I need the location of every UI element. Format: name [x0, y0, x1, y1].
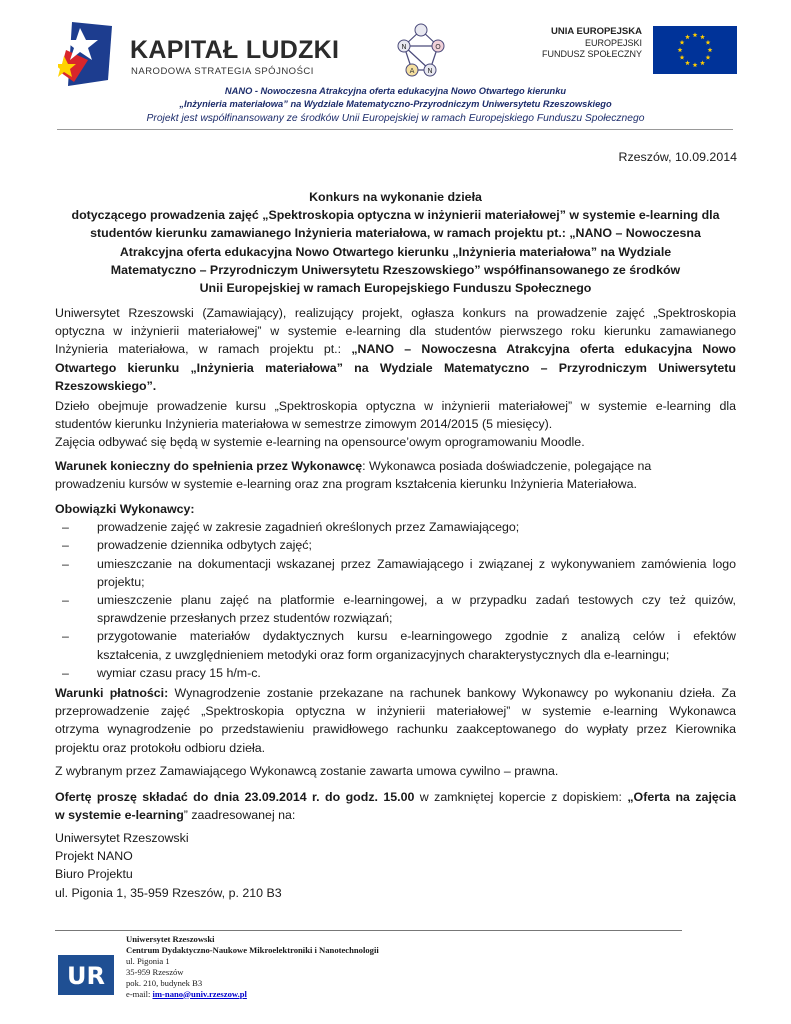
eu-star-icon	[693, 32, 698, 37]
footer-room: pok. 210, budynek B3	[126, 977, 203, 988]
dash-bullet: –	[62, 593, 69, 607]
address-line: Biuro Projektu	[55, 867, 133, 882]
footer-city: 35-959 Rzeszów	[126, 966, 184, 977]
dash-bullet: –	[62, 538, 69, 553]
duty-item	[55, 555, 736, 591]
duty-text: projektu;	[97, 574, 145, 589]
duty-item	[55, 664, 736, 682]
scope-paragraph	[55, 397, 736, 452]
university-logo	[58, 955, 114, 995]
nano-logo	[388, 22, 454, 82]
project-name-line2: „Inżynieria materiałowa” na Wydziale Matematyczno-Przyrodniczym Uniwersytetu Rzeszowskiego	[179, 99, 612, 109]
project-name-line1: NANO - Nowoczesna Atrakcyjna oferta edukacyjna Nowo Otwartego kierunku	[224, 86, 567, 96]
footer-university: Uniwersytet Rzeszowski	[126, 934, 215, 944]
eu-star-icon	[700, 34, 705, 39]
address-block	[55, 829, 736, 902]
eu-logo-text	[542, 26, 642, 61]
eu-star-icon	[680, 40, 685, 45]
intro-line	[55, 377, 736, 395]
eu-star-icon	[700, 60, 705, 65]
email-link[interactable]: im-nano@univ.rzeszow.pl	[152, 988, 247, 999]
condition-line	[55, 457, 736, 475]
nano-letter: A	[409, 67, 415, 75]
contract-text: Z wybranym przez Zamawiającego Wykonawcą zostanie zawarta umowa cywilno – prawna.	[55, 764, 559, 778]
eu-star-icon	[706, 40, 711, 45]
duty-item	[55, 591, 736, 627]
kapital-ludzki-title: KAPITAŁ LUDZKI	[130, 36, 340, 64]
eu-star-icon	[685, 60, 690, 65]
eu-fund-line1: EUROPEJSKI	[584, 37, 642, 48]
header-divider	[57, 129, 733, 130]
duties-heading	[55, 500, 736, 518]
eu-star-icon	[685, 34, 690, 39]
intro-line: optyczna w inżynierii materiałowej” w systemie e-learning dla studentów pierwszego roku kierunku zamawianego	[55, 324, 736, 339]
document-title	[55, 188, 736, 297]
dash-bullet: –	[62, 629, 69, 644]
footer-divider	[55, 930, 682, 931]
duty-text: prowadzenie dziennika odbytych zajęć;	[97, 538, 312, 553]
dash-bullet: –	[62, 665, 69, 680]
duty-text: umieszczenie planu zajęć na platformie e-learningowej, a w przypadku zadań testowych czy też quizów,	[97, 593, 736, 607]
project-name-bold: Rzeszowskiego”.	[55, 378, 157, 393]
cofinancing-note: Projekt jest współfinansowany ze środków Unii Europejskiej w ramach Europejskiego Funduszu Społecznego	[146, 113, 645, 124]
address-line: ul. Pigonia 1, 35-959 Rzeszów, p. 210 B3	[55, 885, 282, 900]
eu-title: UNIA EUROPEJSKA	[551, 26, 642, 37]
footer-contact	[126, 934, 379, 999]
duty-text: sprawdzenie przesłanych przez studentów rozwiązań;	[97, 611, 393, 626]
title-line: studentów kierunku zamawianego Inżynieria materiałowa, w ramach projektu pt.: „NANO – Nowoczesna	[90, 226, 701, 241]
condition-label: Warunek konieczny do spełnienia przez Wykonawcę	[55, 459, 363, 473]
scope-line: Dzieło obejmuje prowadzenie kursu „Spektroskopia optyczna w inżynierii materiałowej” w systemie e-learning dla	[55, 399, 736, 413]
payment-paragraph	[55, 684, 736, 757]
condition-paragraph	[55, 457, 736, 493]
payment-line	[55, 684, 736, 702]
scope-line: studentów kierunku Inżynieria materiałowa w semestrze zimowym 2014/2015 (5 miesięcy).	[55, 417, 553, 432]
intro-line	[55, 340, 736, 358]
duty-text: wymiar czasu pracy 15 h/m-c.	[97, 665, 261, 680]
title-line: Atrakcyjna oferta edukacyjna Nowo Otwartego kierunku „Inżynieria materiałowa” na Wydziale	[119, 244, 672, 259]
offer-text: w zamkniętej kopercie z dopiskiem:	[414, 790, 628, 804]
footer-center: Centrum Dydaktyczno-Naukowe Mikroelektroniki i Nanotechnologii	[126, 944, 379, 955]
nano-letter: N	[401, 43, 407, 51]
offer-envelope-label: w systemie e-learning	[55, 808, 184, 823]
title-line: Unii Europejskiej w ramach Europejskiego Funduszu Społecznego	[199, 281, 592, 296]
title-line: dotyczącego prowadzenia zajęć „Spektroskopia optyczna w inżynierii materiałowej” w systemie e-learning dla	[71, 208, 720, 223]
footer-email-line	[126, 989, 379, 1000]
project-name-bold: „NANO – Nowoczesna Atrakcyjna oferta edukacyjna Nowo	[351, 342, 736, 357]
address-line: Projekt NANO	[55, 849, 133, 864]
eu-star-icon	[693, 62, 698, 67]
dash-bullet: –	[62, 556, 69, 571]
address-line: Uniwersytet Rzeszowski	[55, 831, 189, 845]
kapital-ludzki-flag-icon	[58, 22, 118, 86]
scope-line: Zajęcia odbywać się będą w systemie e-learning na opensource’owym oprogramowaniu Moodle.	[55, 435, 585, 450]
email-label: e-mail:	[126, 988, 153, 999]
intro-paragraph	[55, 304, 736, 395]
condition-text: : Wykonawca posiada doświadczenie, polegające na	[362, 459, 652, 473]
intro-text: Inżynieria materiałowa, w ramach projektu pt.:	[55, 342, 342, 357]
title-line: Matematyczno – Przyrodniczym Uniwersytetu Rzeszowskiego” współfinansowanego ze środków	[110, 262, 681, 277]
duty-text: prowadzenie zajęć w zakresie zagadnień określonych przez Zamawiającego;	[97, 520, 520, 535]
offer-line	[55, 788, 736, 806]
nano-letter: N	[427, 67, 433, 75]
kapital-ludzki-logo	[58, 22, 340, 86]
duties-heading-text: Obowiązki Wykonawcy:	[55, 502, 195, 516]
eu-logo	[541, 26, 737, 74]
eu-star-icon	[708, 47, 713, 52]
duty-item	[55, 627, 736, 663]
intro-line	[55, 359, 736, 377]
duty-text: umieszczanie na dokumentacji wskazanej przez Zamawiającego i związanej z wykonywaniem zamówienia logo	[97, 556, 736, 571]
offer-paragraph	[55, 788, 736, 824]
duties-section	[55, 500, 736, 682]
project-name-bold: Otwartego kierunku „Inżynieria materiałowa” na Wydziale Matematyczno – Przyrodniczym Uniwersytetu	[55, 360, 736, 375]
offer-text: ” zaadresowanej na:	[183, 808, 296, 823]
condition-line: prowadzeniu kursów w systemie e-learning oraz zna program kształcenia kierunku Inżynieria Materiałowa.	[55, 477, 637, 492]
title-line: Konkurs na wykonanie dzieła	[309, 190, 482, 204]
offer-line	[55, 806, 736, 824]
eu-star-icon	[680, 55, 685, 60]
intro-line: Uniwersytet Rzeszowski (Zamawiający), realizujący projekt, ogłasza konkurs na prowadzenie zajęć „Spektroskopia	[55, 306, 736, 320]
payment-label: Warunki płatności:	[55, 686, 169, 700]
payment-text: Wynagrodzenie zostanie przekazane na rachunek bankowy Wykonawcy po wykonaniu dzieła. Za	[168, 686, 736, 700]
kapital-ludzki-subtitle: NARODOWA STRATEGIA SPÓJNOŚCI	[131, 66, 314, 77]
eu-fund-line2: FUNDUSZ SPOŁECZNY	[541, 49, 642, 59]
ur-logo-icon	[58, 955, 114, 995]
contract-paragraph	[55, 762, 736, 780]
ur-logo-text: UR	[67, 962, 105, 990]
nano-letter: O	[435, 43, 441, 51]
duty-item	[55, 518, 736, 536]
document-date: Rzeszów, 10.09.2014	[618, 150, 737, 164]
payment-line: przeprowadzenie zajęć „Spektroskopia optyczna w inżynierii materiałowej” w systemie e-learning Wykonawca	[55, 704, 736, 719]
footer-street: ul. Pigonia 1	[126, 955, 170, 966]
eu-star-icon	[678, 47, 683, 52]
eu-flag-icon	[653, 26, 737, 74]
eu-star-icon	[706, 55, 711, 60]
duty-text: przygotowanie materiałów dydaktycznych kursu e-learningowego zgodnie z analizą celów i efektów	[97, 629, 736, 644]
duty-item	[55, 536, 736, 554]
offer-envelope-label: „Oferta na zajęcia	[627, 790, 736, 804]
offer-deadline: Ofertę proszę składać do dnia 23.09.2014 r. do godz. 15.00	[55, 790, 415, 804]
payment-line: projektu oraz protokołu odbioru dzieła.	[55, 740, 266, 755]
dash-bullet: –	[62, 520, 69, 535]
duty-text: kształcenia, z uwzględnieniem metodyki oraz form organizacyjnych charakterystycznych dla e-learningu;	[97, 647, 670, 662]
payment-line: otrzyma wynagrodzenie po przedstawieniu prawidłowego rachunku zaakceptowanego do wypłaty przez Kierownika	[55, 722, 736, 737]
